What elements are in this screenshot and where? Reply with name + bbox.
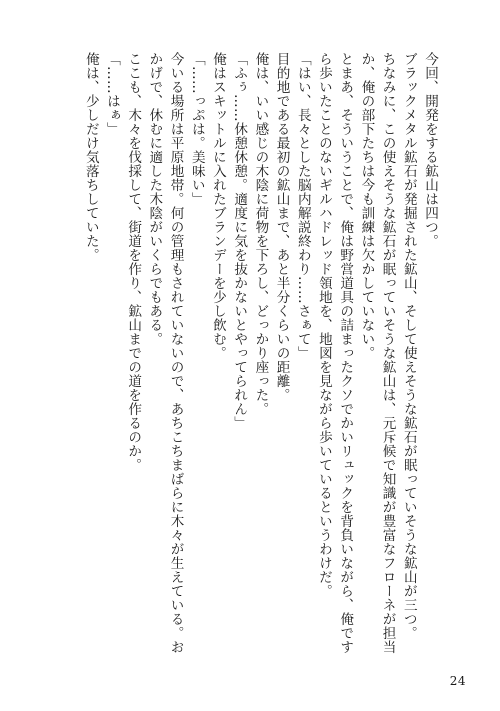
text-line: とまあ、そういうことで、俺は野営道具の詰まったクソでかいリュックを背負いながら、俺です [337,52,354,654]
text-line: 俺は、少しだけ気落ちしていた。 [82,52,99,262]
text-line: ら歩いたことのないギルハドレッド領地を、地図を見ながら歩いているというわけだ。 [315,52,332,598]
vertical-text-body [80,52,440,662]
text-line: ここも、木々を伐採して、街道を作り、鉱山までの道を作るのか。 [125,52,142,472]
text-line: 俺は、いい感じの木陰に荷物を下ろし、どっかり座った。 [252,52,269,416]
text-line: 「……はぁ」 [103,52,120,136]
page-number: 24 [449,674,466,688]
text-line: 「……っぷは。美味い」 [188,52,205,206]
text-line: かげで、休むに適した木陰がいくらでもある。 [146,52,163,346]
text-line: 今いる場所は平原地帯。何の管理もされていないので、あちこちまばらに木々が生えている。お [167,52,184,654]
text-line: ちなみに、この使えそうな鉱石が眠っていそうな鉱山は、元斥候で知識が豊富なフローネが担当 [379,52,396,654]
text-line: 「ふぅ……休憩休憩。適度に気を抜かないとやってられん」 [231,52,248,430]
text-line: 俺はスキットルに入れたブランデーを少し飲む。 [209,52,226,360]
text-line: 今回、開発をする鉱山は四つ。 [422,52,438,248]
text-line: 目的地である最初の鉱山まで、あと半分くらいの距離。 [273,52,290,402]
text-line: 「はい、長々とした脳内解説終わり……さぁて」 [294,52,311,360]
text-line: か、俺の部下たちは今も訓練は欠かしていない。 [358,52,375,360]
text-line: ブラックメタル鉱石が発掘された鉱山、そして使えそうな鉱石が眠っていそうな鉱山が三つ。 [400,52,417,640]
